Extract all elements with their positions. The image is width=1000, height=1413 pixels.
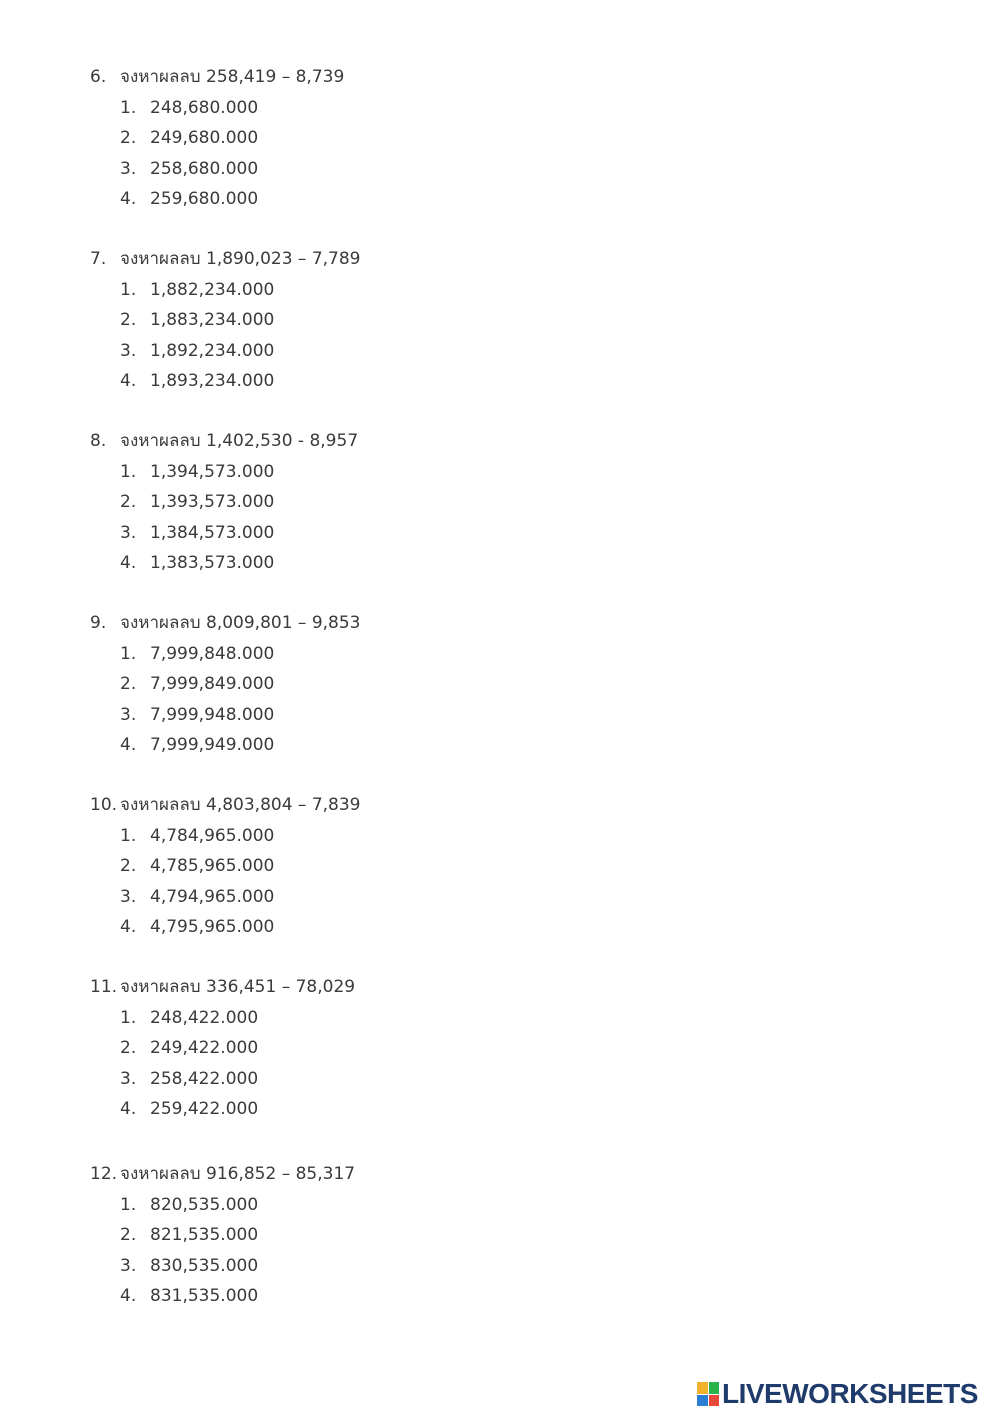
question-text: จงหาผลลบ 8,009,801 – 9,853 xyxy=(120,613,361,633)
option-value: 830,535.000 xyxy=(150,1255,259,1276)
option-value: 7,999,949.000 xyxy=(150,735,275,755)
question-text: จงหาผลลบ 4,803,804 – 7,839 xyxy=(120,795,361,815)
option-number: 2. xyxy=(120,674,137,694)
question-text: จงหาผลลบ 336,451 – 78,029 xyxy=(120,977,356,997)
option-number: 3. xyxy=(120,886,137,907)
option-value: 7,999,948.000 xyxy=(150,704,275,725)
option-number: 1. xyxy=(120,1007,137,1028)
question-number: 10. xyxy=(90,795,118,815)
option-value: 831,535.000 xyxy=(150,1286,259,1306)
option-value: 1,882,234.000 xyxy=(150,279,275,300)
option-value: 821,535.000 xyxy=(150,1225,259,1245)
option-value: 7,999,848.000 xyxy=(150,643,275,664)
option-number: 4. xyxy=(120,189,137,209)
option-value: 249,422.000 xyxy=(150,1038,259,1058)
option-value: 258,680.000 xyxy=(150,158,259,179)
option-value: 1,383,573.000 xyxy=(150,553,275,573)
option-value: 248,422.000 xyxy=(150,1007,259,1028)
option-number: 1. xyxy=(120,461,137,482)
option-number: 4. xyxy=(120,917,137,937)
option-value: 259,680.000 xyxy=(150,189,259,209)
option-number: 4. xyxy=(120,735,137,755)
option-number: 1. xyxy=(120,825,137,846)
option-value: 1,394,573.000 xyxy=(150,461,275,482)
question-number: 9. xyxy=(90,613,107,633)
option-value: 1,892,234.000 xyxy=(150,340,275,361)
liveworksheets-logo xyxy=(697,1377,978,1411)
question-number: 12. xyxy=(90,1164,118,1184)
option-number: 1. xyxy=(120,279,137,300)
option-number: 4. xyxy=(120,1286,137,1306)
option-number: 2. xyxy=(120,310,137,330)
option-number: 1. xyxy=(120,1194,137,1215)
option-value: 248,680.000 xyxy=(150,97,259,118)
option-value: 1,893,234.000 xyxy=(150,371,275,391)
option-value: 258,422.000 xyxy=(150,1068,259,1089)
option-value: 4,785,965.000 xyxy=(150,856,275,876)
option-number: 3. xyxy=(120,1255,137,1276)
option-value: 249,680.000 xyxy=(150,128,259,148)
option-number: 4. xyxy=(120,1099,137,1119)
question-number: 7. xyxy=(90,249,107,269)
option-number: 1. xyxy=(120,643,137,664)
option-value: 1,393,573.000 xyxy=(150,492,275,512)
option-number: 3. xyxy=(120,704,137,725)
question-number: 11. xyxy=(90,977,118,997)
option-number: 3. xyxy=(120,340,137,361)
option-value: 4,794,965.000 xyxy=(150,886,275,907)
option-value: 1,883,234.000 xyxy=(150,310,275,330)
option-number: 2. xyxy=(120,856,137,876)
option-number: 2. xyxy=(120,128,137,148)
option-value: 259,422.000 xyxy=(150,1099,259,1119)
option-number: 4. xyxy=(120,371,137,391)
logo-text: LIVEWORKSHEETS xyxy=(722,1378,978,1409)
question-number: 8. xyxy=(90,431,107,451)
question-text: จงหาผลลบ 258,419 – 8,739 xyxy=(120,67,345,87)
question-number: 6. xyxy=(90,67,107,87)
question-text: จงหาผลลบ 1,402,530 - 8,957 xyxy=(120,431,359,451)
question-text: จงหาผลลบ 1,890,023 – 7,789 xyxy=(120,249,361,269)
option-value: 7,999,849.000 xyxy=(150,674,275,694)
option-number: 3. xyxy=(120,158,137,179)
option-number: 2. xyxy=(120,492,137,512)
option-number: 1. xyxy=(120,97,137,118)
liveworksheets-logo-icon xyxy=(697,1382,719,1406)
option-value: 820,535.000 xyxy=(150,1194,259,1215)
option-number: 2. xyxy=(120,1225,137,1245)
option-value: 1,384,573.000 xyxy=(150,522,275,543)
option-number: 3. xyxy=(120,522,137,543)
question-text: จงหาผลลบ 916,852 – 85,317 xyxy=(120,1164,356,1184)
option-value: 4,795,965.000 xyxy=(150,917,275,937)
option-number: 4. xyxy=(120,553,137,573)
option-value: 4,784,965.000 xyxy=(150,825,275,846)
option-number: 2. xyxy=(120,1038,137,1058)
option-number: 3. xyxy=(120,1068,137,1089)
